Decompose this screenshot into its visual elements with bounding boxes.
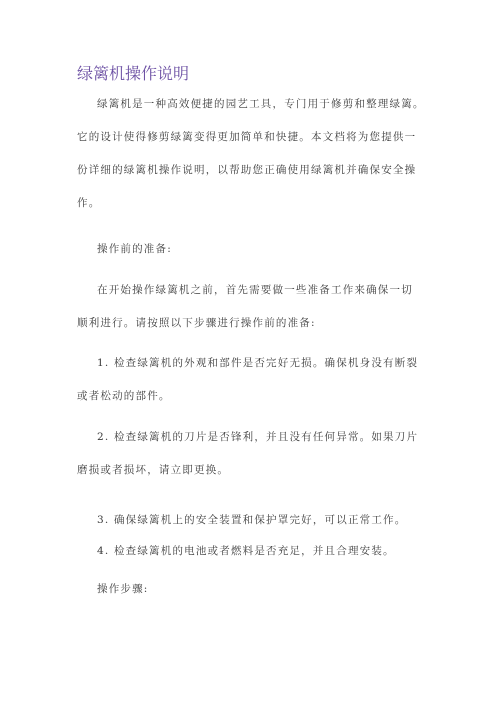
step-item-2: 2. 检查绿篱机的刀片是否锋利，并且没有任何异常。如果刀片 <box>97 431 419 443</box>
step-item-2-cont: 磨损或者损坏，请立即更换。 <box>77 464 230 476</box>
intro-line: 绿篱机是一种高效便捷的园艺工具，专门用于修剪和整理绿篱。 <box>97 98 425 110</box>
prep-intro-line: 顺利进行。请按照以下步骤进行操作前的准备: <box>77 317 316 329</box>
step-item-3: 3. 确保绿篱机上的安全装置和保护罩完好，可以正常工作。 <box>97 514 407 526</box>
step-item-4: 4. 检查绿篱机的电池或者燃料是否充足，并且合理安装。 <box>97 545 395 557</box>
prep-intro-line: 在开始操作绿篱机之前，首先需要做一些准备工作来确保一切 <box>97 284 413 296</box>
document-title: 绿篱机操作说明 <box>77 64 190 83</box>
section-heading-prep: 操作前的准备: <box>97 243 172 255</box>
section-heading-ops: 操作步骤: <box>97 583 149 595</box>
intro-line: 它的设计使得修剪绿篱变得更加简单和快捷。本文档将为您提供一 <box>77 131 417 143</box>
step-item-1-cont: 或者松动的部件。 <box>77 390 171 402</box>
intro-line: 份详细的绿篱机操作说明，以帮助您正确使用绿篱机并确保安全操 <box>77 164 417 176</box>
intro-line: 作。 <box>77 197 101 209</box>
step-item-1: 1. 检查绿篱机的外观和部件是否完好无损。确保机身没有断裂 <box>97 357 419 369</box>
